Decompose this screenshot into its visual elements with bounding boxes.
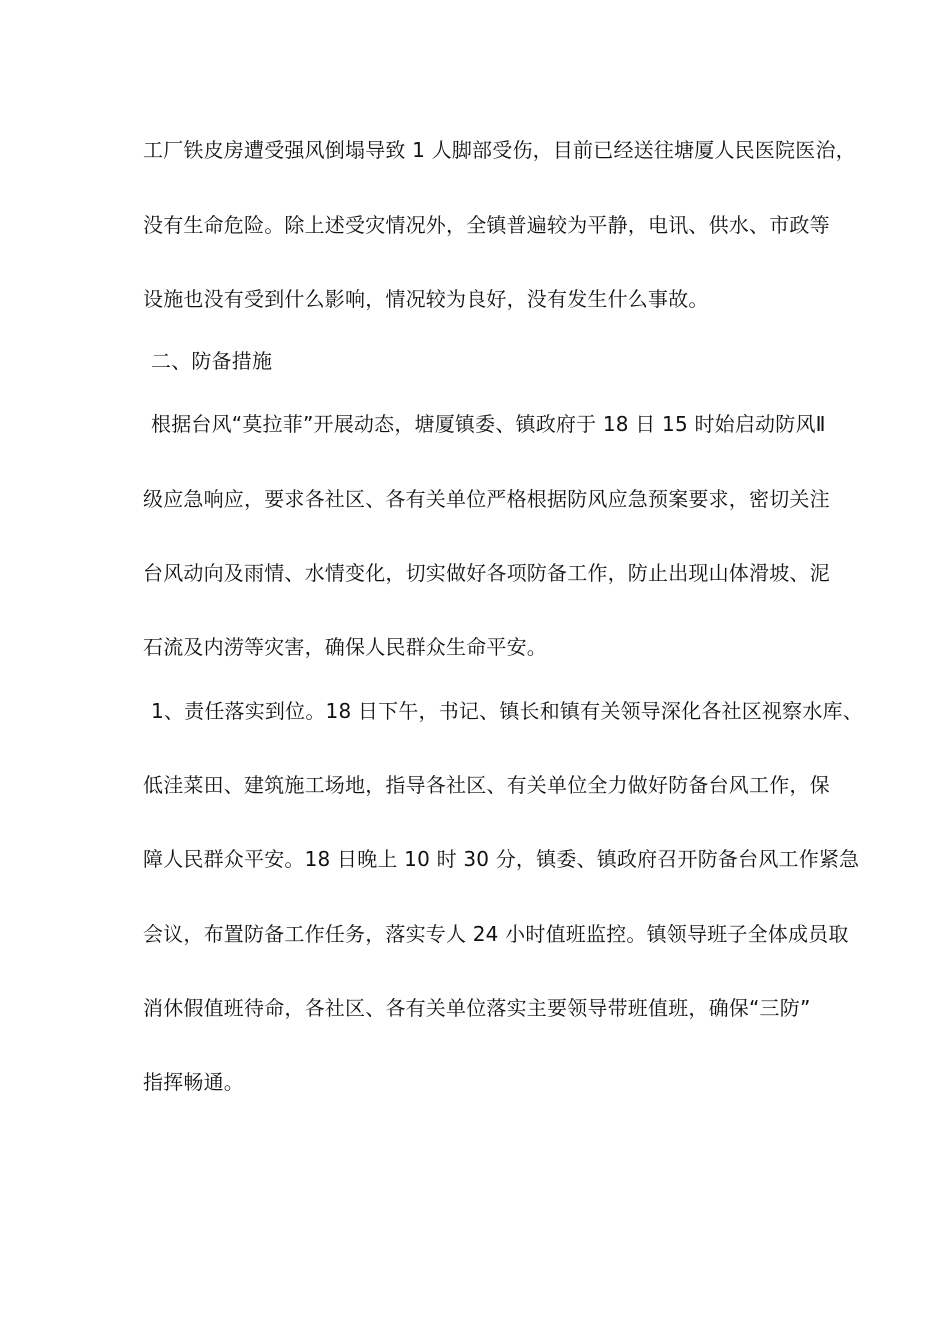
paragraph-line: 没有生命危险。除上述受灾情况外，全镇普遍较为平静，电讯、供水、市政等 — [143, 213, 830, 237]
paragraph-line: 台风动向及雨情、水情变化，切实做好各项防备工作，防止出现山体滑坡、泥 — [143, 561, 830, 585]
paragraph-line: 低洼菜田、建筑施工场地，指导各社区、有关单位全力做好防备台风工作，保 — [143, 773, 830, 797]
paragraph-line: 设施也没有受到什么影响，情况较为良好，没有发生什么事故。 — [143, 287, 709, 311]
paragraph-line: 级应急响应，要求各社区、各有关单位严格根据防风应急预案要求，密切关注 — [143, 487, 830, 511]
paragraph-line: 根据台风“莫拉菲”开展动态，塘厦镇委、镇政府于 18 日 15 时始启动防风Ⅱ — [151, 412, 826, 436]
paragraph-line: 工厂铁皮房遭受强风倒塌导致 1 人脚部受伤，目前已经送往塘厦人民医院医治， — [143, 138, 856, 162]
section-heading: 二、防备措施 — [151, 349, 273, 373]
paragraph-line: 石流及内涝等灾害，确保人民群众生命平安。 — [143, 635, 547, 659]
paragraph-line: 会议，布置防备工作任务，落实专人 24 小时值班监控。镇领导班子全体成员取 — [143, 922, 849, 946]
paragraph-line: 消休假值班待命，各社区、各有关单位落实主要领导带班值班，确保“三防” — [143, 996, 811, 1020]
paragraph-line: 障人民群众平安。18 日晚上 10 时 30 分，镇委、镇政府召开防备台风工作紧急 — [143, 847, 860, 871]
paragraph-line: 指挥畅通。 — [143, 1070, 244, 1094]
paragraph-line: 1、责任落实到位。18 日下午，书记、镇长和镇有关领导深化各社区视察水库、 — [151, 699, 863, 723]
